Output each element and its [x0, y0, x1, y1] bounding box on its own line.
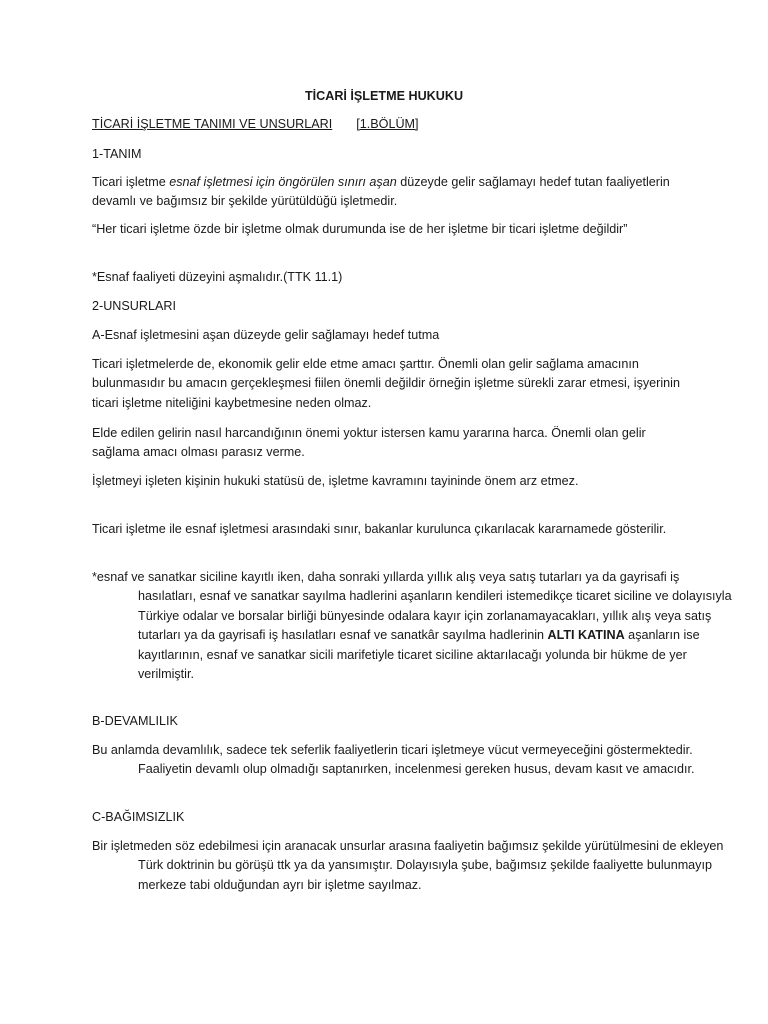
heading-bagimsizlik: C-BAĞIMSIZLIK	[92, 810, 185, 824]
paragraph-amac: Ticari işletmelerde de, ekonomik gelir elde etme amacı şarttır. Önemli olan gelir sağlama amacının bulunmasıdır bu amacın gerçekleşmesi fiilen önemli değildir örneğin işletme sürekli zarar etmesi, işyerinin ticari işletme niteliğini kaybetmesine neden olmaz.	[92, 357, 680, 410]
document-title: TİCARİ İŞLETME HUKUKU	[304, 89, 464, 103]
sicil-text-bold: ALTI KATINA	[547, 628, 625, 643]
paragraph-statu: İşletmeyi işleten kişinin hukuki statüsü de, işletme kavramını tayininde önem arz etmez.	[92, 474, 579, 488]
tanim-text-em: esnaf işletmesi için öngörülen sınırı aşan	[169, 175, 397, 189]
paragraph-devamlilik: Bu anlamda devamlılık, sadece tek seferlik faaliyetlerin ticari işletmeye vücut vermeyeceğini göstermektedir. Faaliyetin devamlı olup olmadığı saptanırken, incelenmesi gereken husus, devam kasıt ve amacıdır.	[92, 743, 695, 777]
ttk-note: *Esnaf faaliyeti düzeyini aşmalıdır.(TTK 11.1)	[92, 270, 343, 284]
tanim-text-a: Ticari işletme	[92, 175, 170, 189]
paragraph-gelir: Elde edilen gelirin nasıl harcandığının önemi yoktur istersen kamu yararına harca. Önemli olan gelir sağlama amacı olması parasız verme.	[92, 426, 646, 460]
heading-gelir-amaci: A-Esnaf işletmesini aşan düzeyde gelir sağlamayı hedef tutma	[92, 328, 440, 342]
heading-unsurlari: 2-UNSURLARI	[92, 299, 176, 313]
heading-devamlilik: B-DEVAMLILIK	[92, 714, 178, 728]
paragraph-sinir: Ticari işletme ile esnaf işletmesi arasındaki sınır, bakanlar kurulunca çıkarılacak kararnamede gösterilir.	[92, 522, 667, 536]
sicil-text-b: aşanların ise kayıtlarının, esnaf ve sanatkar sicili marifetiyle ticaret siciline aktarılacağı yolunda bir hükme de yer verilmiştir.	[138, 628, 700, 682]
heading-tanim: 1-TANIM	[92, 147, 142, 161]
quote-paragraph: “Her ticari işletme özde bir işletme olmak durumunda ise de her işletme bir ticari işletme değildir”	[92, 222, 628, 236]
paragraph-sicil	[92, 568, 738, 684]
sicil-text-a: *esnaf ve sanatkar siciline kayıtlı iken, daha sonraki yıllarda yıllık alış veya satış tutarları ya da gayrisafi iş hasılatları, esnaf ve sanatkar sayılma hadlerini aşanların kendileri istemedikçe ticaret siciline ve dolayısıyla Türkiye odalar ve borsalar birliği bünyesinde odalara kayır için zorlanamayacakları, yıllık alış veya satış tutarları ya da gayrisafi iş hasılatları esnaf ve sanatkâr sayılma hadlerinin	[92, 570, 732, 643]
paragraph-bagimsizlik: Bir işletmeden söz edebilmesi için aranacak unsurlar arasına faaliyetin bağımsız şekilde yürütülmesini de ekleyen Türk doktrinin bu görüşü ttk ya da yansımıştır. Dolayısıyla şube, bağımsız şekilde faaliyette bulunmayıp merkeze tabi olduğundan ayrı bir işletme sayılmaz.	[92, 839, 724, 892]
paragraph-tanim	[92, 173, 692, 212]
tanim-text-b: düzeyde gelir sağlamayı hedef tutan faaliyetlerin devamlı ve bağımsız bir şekilde yürütüldüğü işletmedir.	[92, 175, 670, 209]
subtitle-right: [1.BÖLÜM]	[356, 117, 419, 131]
section-subtitle	[92, 115, 692, 134]
subtitle-left: TİCARİ İŞLETME TANIMI VE UNSURLARI	[92, 117, 333, 131]
